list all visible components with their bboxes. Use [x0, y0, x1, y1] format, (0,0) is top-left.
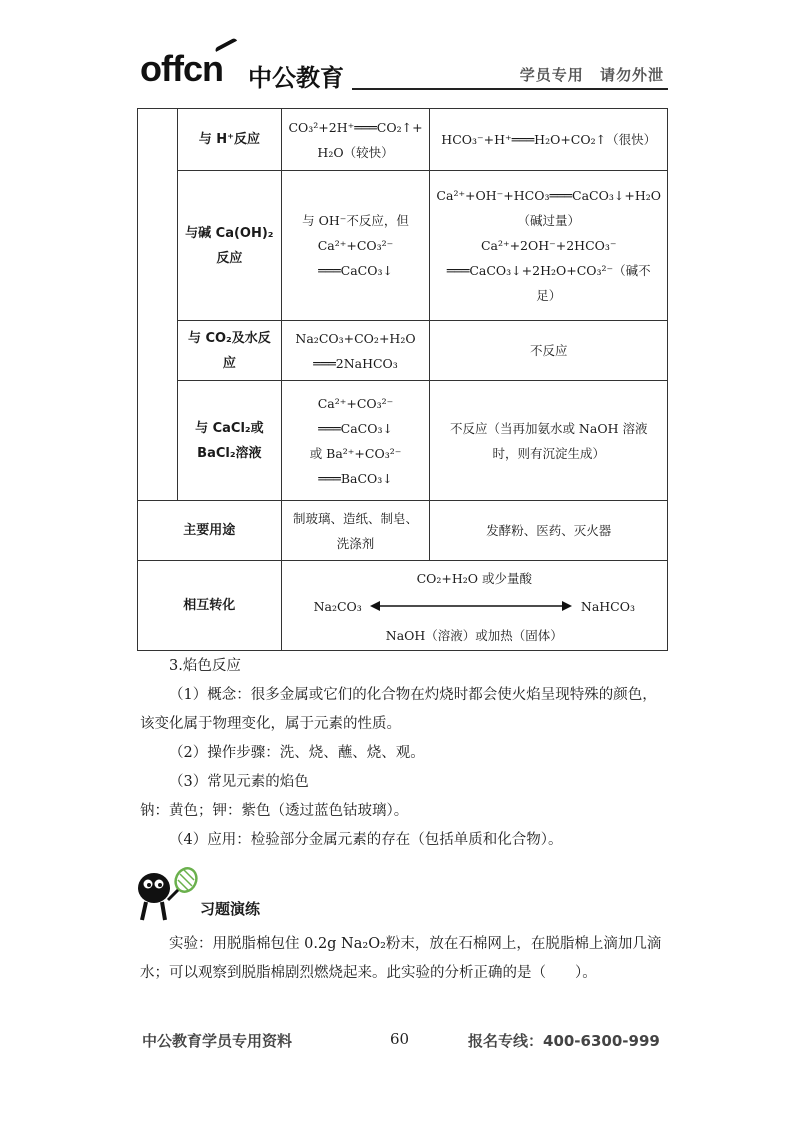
nahco3-cell [430, 321, 668, 381]
header-note: 学员专用 请勿外泄 [519, 66, 664, 84]
label-cell [178, 171, 282, 321]
exercise-question [140, 930, 670, 988]
label-cell [178, 321, 282, 381]
cell-line: 时，则有沉淀生成） [492, 445, 605, 461]
cell-line: ═══CaCO₃↓ [318, 263, 393, 278]
flame-test-section [140, 652, 670, 855]
cell-line: Na₂CO₃+CO₂+H₂O [295, 330, 416, 346]
label-cell [178, 381, 282, 501]
na2co3-cell [281, 171, 430, 321]
table-row [138, 171, 668, 321]
table-row [138, 501, 668, 561]
cell-line: 洗涤剂 [336, 535, 375, 551]
na2co3-cell [281, 501, 430, 561]
cell-line: ═══CaCO₃↓+2H₂O+CO₃²⁻（碱不 [446, 263, 651, 278]
na2co3-cell [281, 321, 430, 381]
cell-line: 发酵粉、医药、灭火器 [486, 523, 612, 538]
cell-line: 应 [222, 355, 236, 371]
logo-hat-mark [214, 37, 242, 61]
blank-lead-cell [138, 109, 178, 501]
conversion-reverse-condition: NaOH（溶液）或加热（固体） [385, 627, 563, 643]
conversion-forward-condition: CO₂+H₂O 或少量酸 [416, 570, 533, 586]
page-header [140, 40, 668, 92]
cell-line: 反应 [216, 250, 243, 266]
cell-line: Ca²⁺+CO₃²⁻ [317, 395, 394, 411]
cell-line: BaCl₂溶液 [197, 445, 262, 461]
nahco3-cell [430, 171, 668, 321]
paragraph: （3）常见元素的焰色 [169, 774, 309, 790]
cell-line: HCO₃⁻+H⁺═══H₂O+CO₂↑（很快） [441, 132, 657, 147]
cell-line: 或 Ba²⁺+CO₃²⁻ [309, 445, 402, 461]
cell-line: Ca²⁺+OH⁻+HCO₃═══CaCO₃↓+H₂O [436, 188, 661, 203]
cell-line: （碱过量） [517, 213, 580, 228]
conversion-left-compound: Na₂CO₃ [313, 598, 362, 614]
page-number: 60 [390, 1030, 410, 1048]
na2co3-cell [281, 109, 430, 171]
logo-chinese-name: 中公教育 [248, 64, 344, 92]
cell-line: 制玻璃、造纸、制皂、 [293, 510, 419, 526]
paragraph: （2）操作步骤：洗、烧、蘸、烧、观。 [169, 745, 425, 761]
table-row [138, 561, 668, 651]
mascot-icon [132, 866, 202, 924]
footer-right: 报名专线：400-6300-999 [468, 1032, 660, 1050]
cell-line: H₂O（较快） [317, 144, 394, 160]
table-row [138, 109, 668, 171]
cell-line: 足） [536, 288, 562, 303]
cell-line: 不反应 [529, 343, 568, 358]
label-cell: 主要用途 [138, 501, 282, 561]
cell-line: ═══2NaHCO₃ [313, 355, 398, 371]
footer-left: 中公教育学员专用资料 [142, 1032, 293, 1050]
paragraph: 钠：黄色；钾：紫色（透过蓝色钴玻璃）。 [140, 803, 409, 819]
cell-line: 不反应（当再加氨水或 NaOH 溶液 [449, 420, 648, 436]
offcn-logo: offcn [140, 48, 223, 89]
header-rule [352, 88, 668, 90]
double-arrow-icon [370, 600, 572, 612]
cell-line: ═══CaCO₃↓ [318, 420, 393, 436]
na2co3-cell [281, 381, 430, 501]
cell-line: Ca²⁺+2OH⁻+2HCO₃⁻ [480, 238, 617, 253]
paragraph: （4）应用：检验部分金属元素的存在（包括单质和化合物）。 [169, 832, 563, 848]
conversion-diagram [282, 562, 667, 650]
table-row [138, 321, 668, 381]
label-cell: 相互转化 [138, 561, 282, 651]
cell-line: 与 CaCl₂或 [195, 420, 264, 436]
cell-line: CO₃²+2H⁺═══CO₂↑+ [288, 119, 423, 135]
cell-line: ═══BaCO₃↓ [318, 470, 393, 486]
question-text: 实验：用脱脂棉包住 0.2g Na₂O₂粉末，放在石棉网上，在脱脂棉上滴加几滴水；可以观察到脱脂棉剧烈燃烧起来。此实验的分析正确的是（ ）。 [140, 936, 662, 981]
conversion-right-compound: NaHCO₃ [580, 598, 635, 614]
cell-line: 与 OH⁻不反应，但 [302, 213, 409, 228]
cell-line: 与碱 Ca(OH)₂ [185, 225, 274, 241]
paragraph: （1）概念：很多金属或它们的化合物在灼烧时都会使火焰呈现特殊的颜色，该变化属于物理变化，属于元素的性质。 [140, 687, 657, 732]
nahco3-cell [430, 501, 668, 561]
nahco3-cell [430, 109, 668, 171]
properties-table [137, 108, 668, 651]
cell-line: Ca²⁺+CO₃²⁻ [317, 238, 394, 253]
nahco3-cell [430, 381, 668, 501]
table-row [138, 381, 668, 501]
exercise-title: 习题演练 [200, 900, 261, 918]
cell-line: 与 CO₂及水反 [187, 330, 271, 346]
conversion-cell [281, 561, 667, 651]
label-cell: 与 H⁺反应 [178, 109, 282, 171]
section-title: 3.焰色反应 [169, 658, 241, 674]
exercise-header [132, 866, 332, 926]
